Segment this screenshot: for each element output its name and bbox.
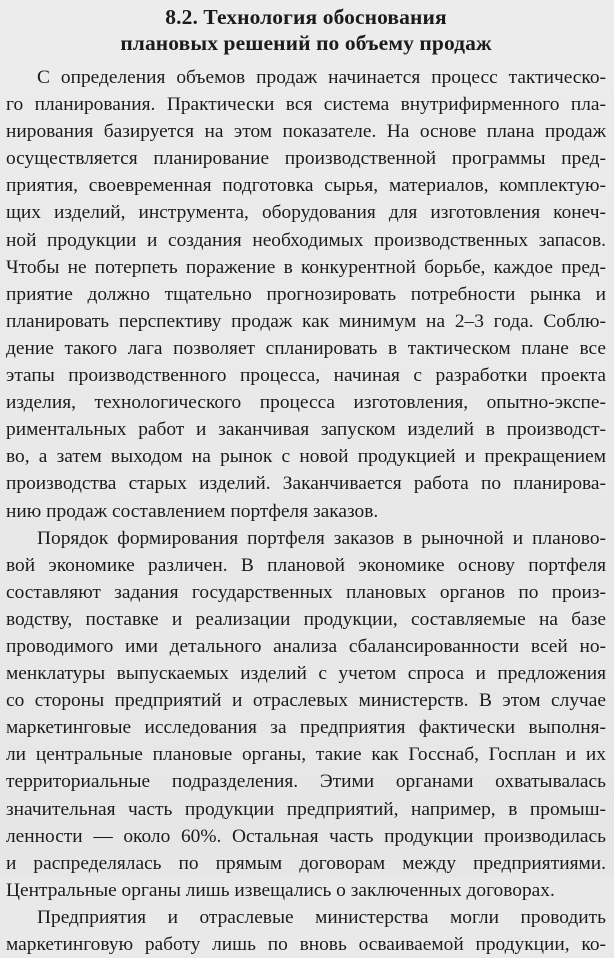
text-line: Центральные органы лишь извещались о заключенных договорах.	[6, 879, 555, 901]
text-line: щих изделий, инструмента, оборудования для изготовления конеч-	[6, 202, 606, 224]
section-title-line-1: 8.2. Технология обоснования	[165, 5, 447, 29]
text-line: изделия, технологического процесса изготовления, опытно-экспе-	[6, 392, 606, 414]
paragraph-2	[6, 525, 606, 904]
text-line: со стороны предприятий и отраслевых министерств. В этом случае	[6, 690, 606, 712]
text-line: планировать перспективу продаж как минимум на 2–3 года. Соблю-	[6, 310, 606, 332]
text-line: нирования базируется на этом показателе. На основе плана продаж	[6, 121, 606, 143]
text-line: ленности — около 60%. Остальная часть продукции производилась	[6, 825, 606, 847]
text-line: риментальных работ и заканчивая запуском изделий в производст-	[6, 419, 606, 441]
text-line: водству, поставке и реализации продукции, составляемые на базе	[6, 608, 606, 630]
text-line: во, а затем выходом на рынок с новой продукцией и прекращением	[6, 446, 606, 468]
text-line: территориальные подразделения. Этими органами охватывалась	[6, 771, 606, 793]
text-line: С определения объемов продаж начинается процесс тактическо-	[37, 67, 606, 88]
body-text	[6, 64, 606, 958]
text-line: этапы производственного процесса, начиная с разработки проекта	[6, 365, 606, 387]
text-line: ной продукции и создания необходимых производственных запасов.	[6, 229, 606, 251]
text-line: приятие должно тщательно прогнозировать потребности рынка и	[6, 283, 606, 305]
text-line: составляют задания государственных плановых органов по произ-	[6, 581, 606, 603]
section-title-line-2: плановых решений по объему продаж	[120, 31, 492, 55]
section-heading	[6, 4, 606, 56]
text-line: проводимого ими детального анализа сбалансированности всей но-	[6, 635, 606, 657]
text-line: и распределялась по прямым договорам между предприятиями.	[6, 852, 606, 874]
text-line: значительная часть продукции предприятий, например, в промыш-	[6, 798, 606, 820]
text-line: приятия, своевременная подготовка сырья, материалов, комплектую-	[6, 175, 606, 197]
text-line: ли центральные плановые органы, такие как Госснаб, Госплан и их	[6, 744, 606, 766]
text-line: осуществляется планирование производственной программы пред-	[6, 148, 606, 170]
text-line: маркетинговую работу лишь по вновь осваиваемой продукции, ко-	[6, 934, 606, 955]
text-line: вой экономике различен. В плановой экономике основу портфеля	[6, 554, 606, 576]
paragraph-1	[6, 64, 606, 525]
text-line: Порядок формирования портфеля заказов в рыночной и планово-	[37, 527, 606, 549]
text-line: менклатуры выпускаемых изделий с учетом спроса и предложения	[6, 663, 606, 685]
text-line: маркетинговые исследования за предприятия фактически выполня-	[6, 717, 606, 739]
text-line: Предприятия и отраслевые министерства могли проводить	[37, 906, 606, 928]
text-line: нию продаж составлением портфеля заказов.	[6, 500, 379, 522]
text-line: производства старых изделий. Заканчивается работа по планирова-	[6, 473, 606, 495]
text-line: дение такого лага позволяет спланировать в тактическом плане все	[6, 337, 606, 359]
paragraph-3	[6, 904, 606, 958]
text-line: Чтобы не потерпеть поражение в конкурентной борьбе, каждое пред-	[6, 256, 606, 278]
text-line: го планирования. Практически вся система внутрифирменного пла-	[6, 94, 606, 116]
